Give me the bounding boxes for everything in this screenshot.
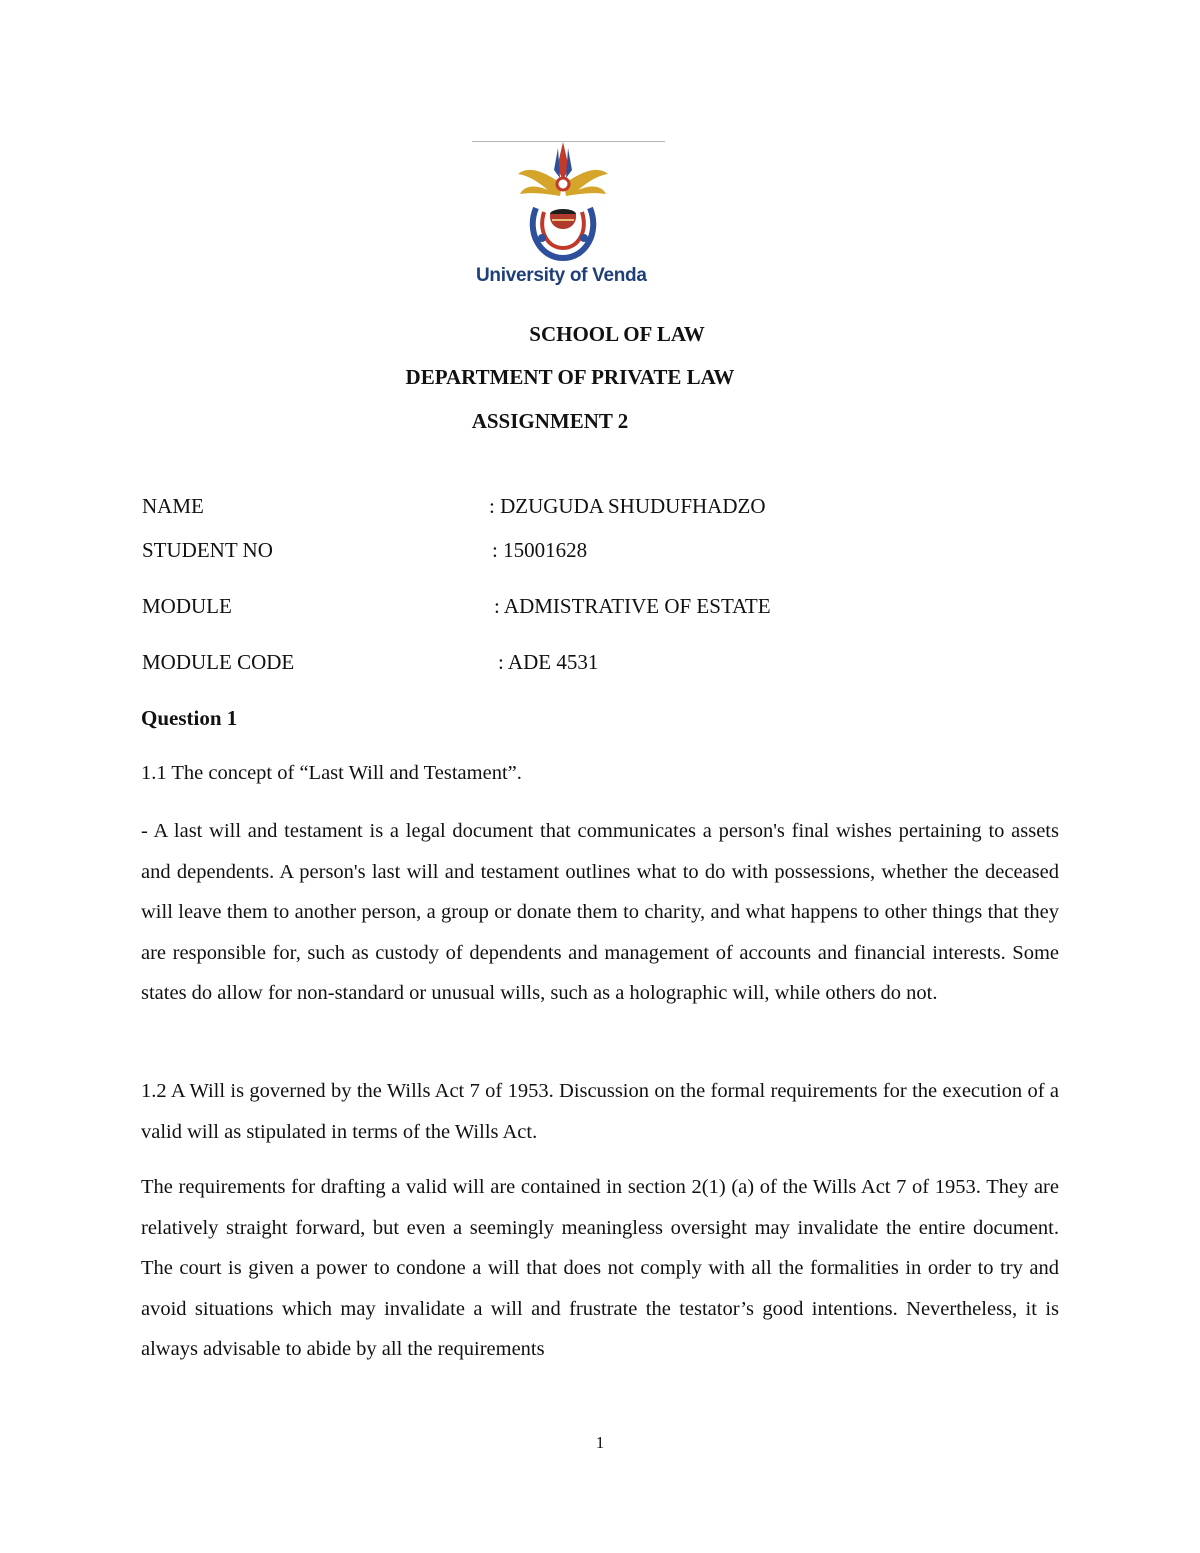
module-value: : ADMISTRATIVE OF ESTATE xyxy=(494,594,771,618)
module-code-label: MODULE CODE xyxy=(142,650,295,674)
module-label: MODULE xyxy=(142,594,232,618)
university-logo xyxy=(470,140,670,295)
school-heading: SCHOOL OF LAW xyxy=(529,322,705,346)
assignment-heading: ASSIGNMENT 2 xyxy=(471,409,629,433)
page-number: 1 xyxy=(595,1433,605,1452)
question-title: Question 1 xyxy=(141,706,238,730)
student-no-label: STUDENT NO xyxy=(142,538,273,562)
question-1-2-paragraph: 1.2 A Will is governed by the Wills Act 7 of 1953. Discussion on the formal requirements for the execution of a valid will as stipulated in terms of the Wills Act. xyxy=(141,1080,1059,1143)
name-value: : DZUGUDA SHUDUFHADZO xyxy=(489,494,766,518)
student-no-value: : 15001628 xyxy=(492,538,588,562)
logo-text: University of Venda xyxy=(476,265,647,286)
module-code-value: : ADE 4531 xyxy=(498,650,599,674)
name-label: NAME xyxy=(142,494,204,518)
question-1-1: 1.1 The concept of “Last Will and Testament”. xyxy=(141,762,522,784)
department-heading: DEPARTMENT OF PRIVATE LAW xyxy=(405,365,735,389)
answer-1-1-paragraph: - A last will and testament is a legal document that communicates a person's final wishes pertaining to assets and dependents. A person's last will and testament outlines what to do with possessions, whether the deceased will leave them to another person, a group or donate them to charity, and what happens to other things that they are responsible for, such as custody of dependents and management of accounts and financial interests. Some states do allow for non-standard or unusual wills, such as a holographic will, while others do not. xyxy=(141,820,1059,1004)
answer-1-2-paragraph: The requirements for drafting a valid will are contained in section 2(1) (a) of the Wills Act 7 of 1953. They are relatively straight forward, but even a seemingly meaningless oversight may invalidate the entire document. The court is given a power to condone a will that does not comply with all the formalities in order to try and avoid situations which may invalidate a will and frustrate the testator’s good intentions. Nevertheless, it is always advisable to abide by all the requirements xyxy=(141,1176,1059,1360)
